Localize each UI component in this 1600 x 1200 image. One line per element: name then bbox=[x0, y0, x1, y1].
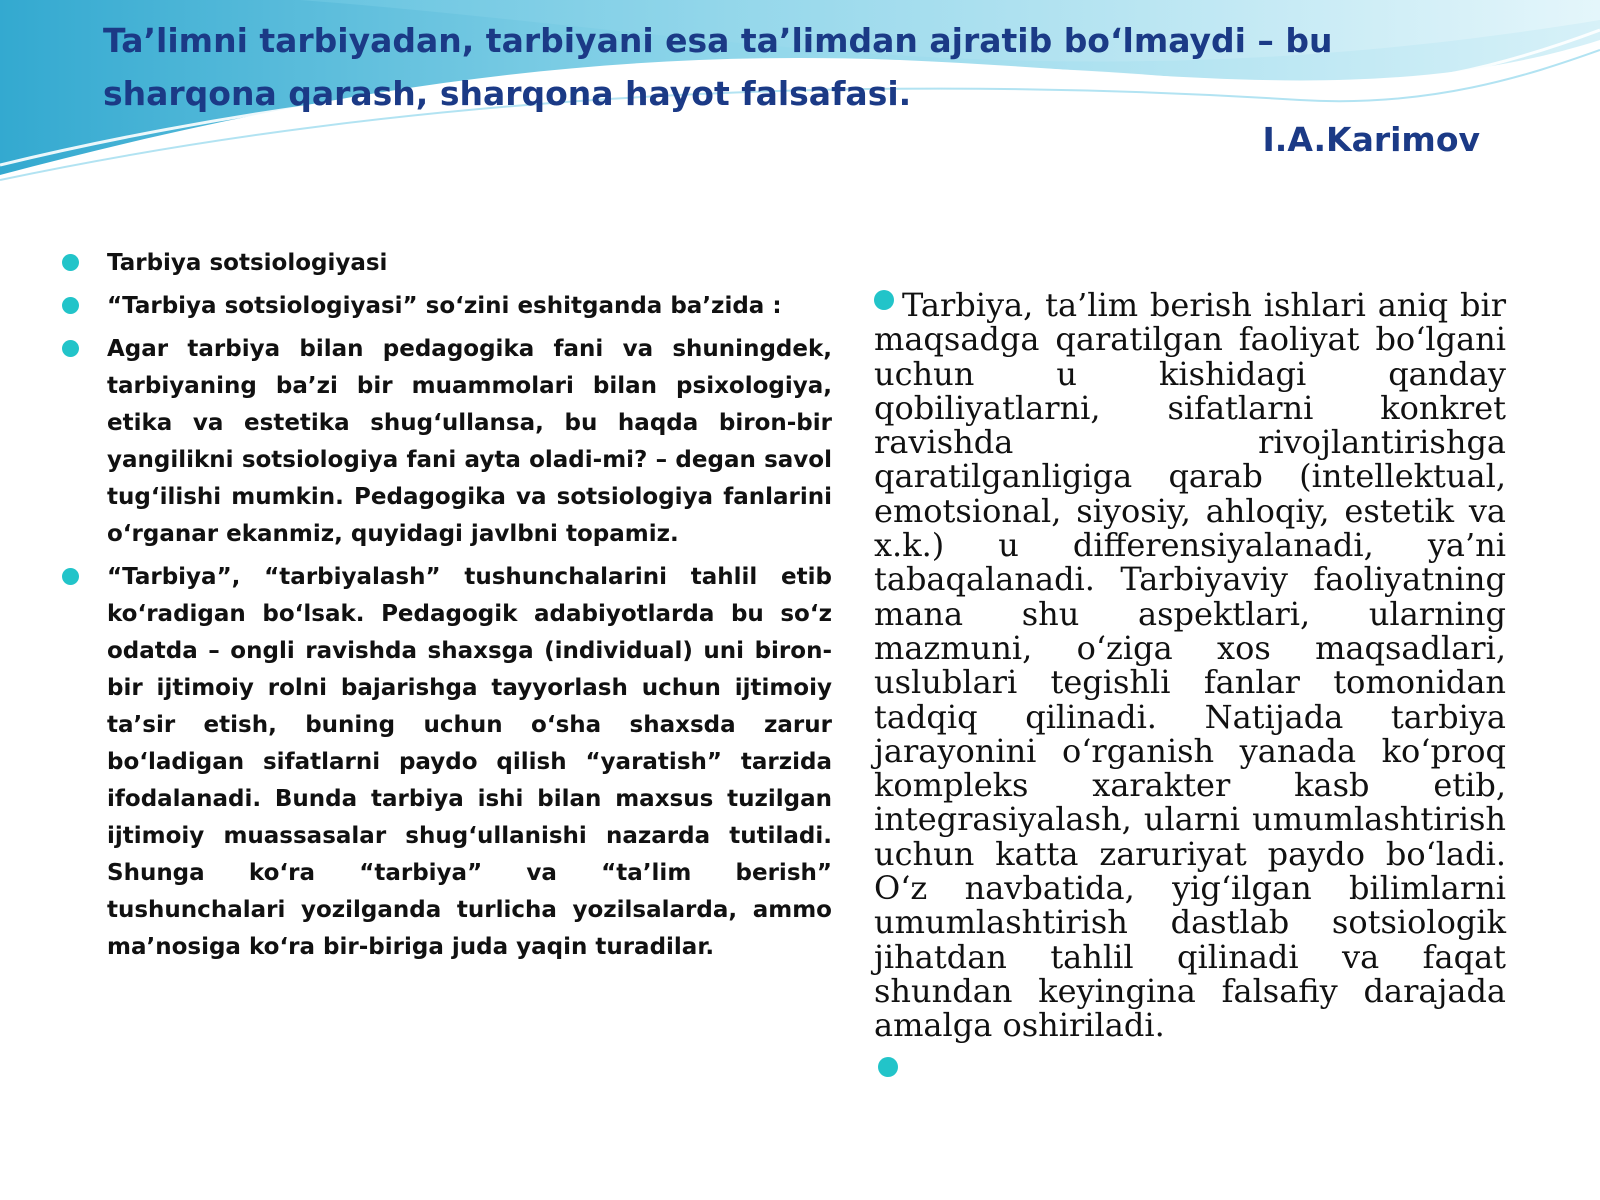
bullet-dot-icon bbox=[62, 568, 79, 585]
list-item-text: “Tarbiya”, “tarbiyalash” tushunchalarini tahlil etib ko‘radigan bo‘lsak. Pedagogik adabiyotlarda bu so‘z odatda – ongli ravishda shaxsga (individual) uni biron-bir ijtimoiy rolni bajarishga tayyorlash uchun ijtimoiy ta’sir etish, buning uchun o‘sha shaxsda zarur bo‘ladigan sifatlarni paydo qilish “yaratish” tarzida ifodalanadi. Bunda tarbiya ishi bilan maxsus tuzilgan ijtimoiy muassasalar shug‘ullanishi nazarda tutiladi. Shunga ko‘ra “tarbiya” va “ta’lim berish” tushunchalari yozilganda turlicha yozilsalarda, ammo ma’nosiga ko‘ra bir-biriga juda yaqin turadilar. bbox=[107, 564, 832, 960]
list-item bbox=[60, 559, 832, 966]
list-item-text: “Tarbiya sotsiologiyasi” so‘zini eshitganda ba’zida : bbox=[107, 293, 782, 319]
slide-title: Ta’limni tarbiyadan, tarbiyani esa ta’limdan ajratib bo‘lmaydi – bu sharqona qarash, sharqona hayot falsafasi. bbox=[103, 21, 1333, 113]
right-text-column bbox=[874, 288, 1506, 1077]
bullet-dot-icon bbox=[62, 297, 79, 314]
quote-author: I.A.Karimov bbox=[1262, 120, 1480, 159]
bullet-dot-icon bbox=[62, 340, 79, 357]
bullet-dot-icon bbox=[62, 254, 79, 271]
left-bullet-list bbox=[60, 245, 832, 972]
empty-bullet-dot-icon bbox=[878, 1057, 898, 1077]
right-paragraph bbox=[874, 288, 1506, 1043]
list-item-text: Tarbiya sotsiologiyasi bbox=[107, 250, 388, 276]
list-item bbox=[60, 245, 832, 282]
list-item bbox=[60, 331, 832, 553]
right-paragraph-text: Tarbiya, ta’lim berish ishlari aniq bir maqsadga qaratilgan faoliyat bo‘lgani uchun u kishidagi qanday qobiliyatlarni, sifatlarni konkret ravishda rivojlantirishga qaratilganligiga qarab (intellektual, emotsional, siyosiy, ahloqiy, estetik va x.k.) u differensiyalanadi, ya’ni tabaqalanadi. Tarbiyaviy faoliyatning mana shu aspektlari, ularning mazmuni, o‘ziga xos maqsadlari, uslublari tegishli fanlar tomonidan tadqiq qilinadi. Natijada tarbiya jarayonini o‘rganish yanada ko‘proq kompleks xarakter kasb etib, integrasiyalash, ularni umumlashtirish uchun katta zaruriyat paydo bo‘ladi. O‘z navbatida, yig‘ilgan bilimlarni umumlashtirish dastlab sotsiologik jihatdan tahlil qilinadi va faqat shundan keyingina falsafiy darajada amalga oshiriladi. bbox=[874, 286, 1506, 1045]
bullet-dot-icon bbox=[874, 290, 894, 310]
list-item bbox=[60, 288, 832, 325]
list-item-text: Agar tarbiya bilan pedagogika fani va shuningdek, tarbiyaning ba’zi bir muammolari bilan psixologiya, etika va estetika shug‘ullansa, bu haqda biron-bir yangilikni sotsiologiya fani ayta oladi-mi? – degan savol tug‘ilishi mumkin. Pedagogika va sotsiologiya fanlarini o‘rganar ekanmiz, quyidagi javlbni topamiz. bbox=[107, 336, 832, 547]
